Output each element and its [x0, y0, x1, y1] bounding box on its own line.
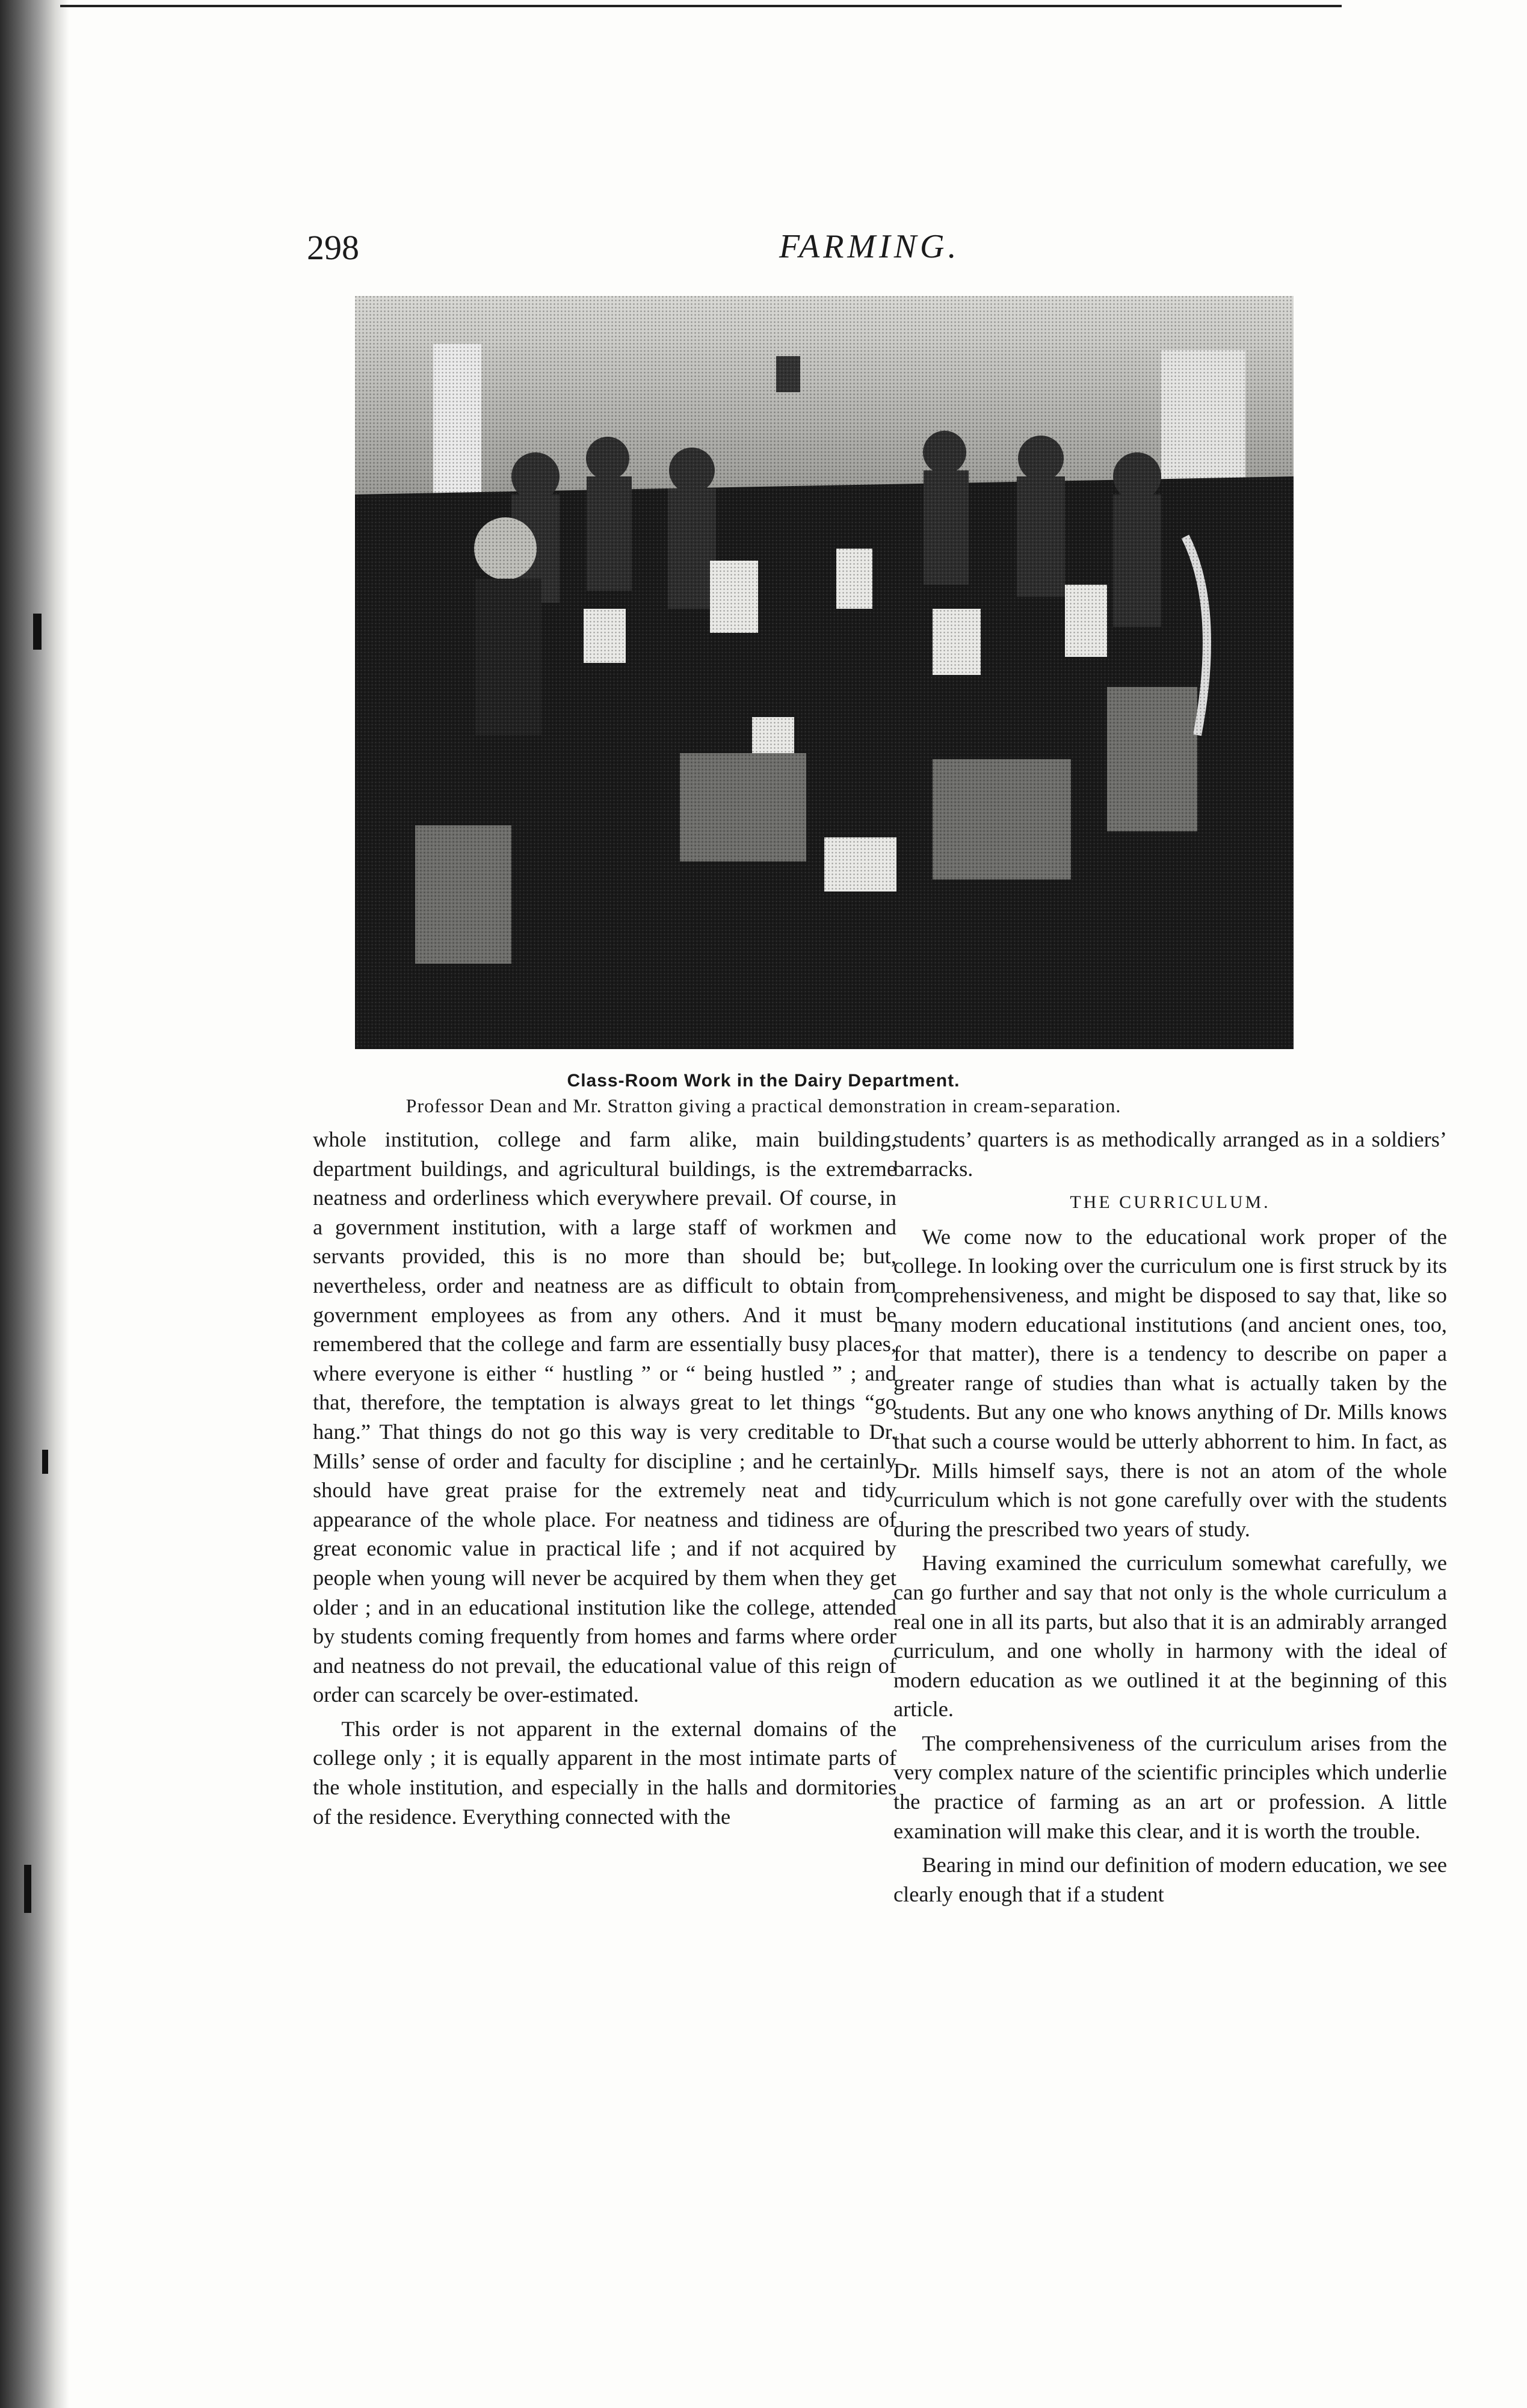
running-head: FARMING. [779, 228, 960, 265]
paragraph: Having examined the curriculum somewhat carefully, we can go further and say that not only is the whole curriculum a real one in all its parts, but also that it is an admirably arranged curriculum, and one wholly in harmony with the ideal of modern education as we outlined it at the beginning of this article. [893, 1551, 1447, 1722]
left-text-column [313, 1125, 896, 1831]
binding-mark [24, 1865, 31, 1913]
right-text-column [893, 1125, 1447, 1909]
paragraph: The comprehensiveness of the curriculum arises from the very complex nature of the scientific principles which underlie the practice of farming as an art or profession. A little examination will make this clear, and it is worth the trouble. [893, 1731, 1447, 1843]
binding-mark [33, 614, 42, 650]
page-number: 298 [307, 228, 359, 267]
page-header [307, 227, 1420, 282]
photo-caption-subtitle: Professor Dean and Mr. Stratton giving a practical demonstration in cream-separation. [406, 1095, 1121, 1116]
paragraph-continuation: students’ quarters is as methodically arranged as in a soldiers’ barracks. [893, 1127, 1447, 1181]
paragraph: This order is not apparent in the external domains of the college only ; it is equally apparent in the most intimate parts of the whole institution, and especially in the halls and dormitories of the residence. Everything connected with the [313, 1716, 896, 1829]
paragraph: Bearing in mind our definition of modern education, we see clearly enough that if a student [893, 1853, 1447, 1906]
paragraph: whole institution, college and farm alike, main building, department buildings, and agricultural buildings, is the extreme neatness and orderliness which everywhere prevail. Of course, in a government institution, with a large staff of workmen and servants provided, this is no more than should be; but, nevertheless, order and neatness are as difficult to obtain from government employees as from any others. And it must be remembered that the college and farm are essentially busy places, where everyone is either “ hustling ” or “ being hustled ” ; and that, therefore, the temptation is always great to let things “go hang.” That things do not go this way is very creditable to Dr. Mills’ sense of order and faculty for discipline ; and he certainly should have great praise for the extremely neat and tidy appearance of the whole place. For neatness and tidiness are of great economic value in practical life ; and if not acquired by people when young will never be acquired by them when they get older ; and in an educational institution like the college, attended by students coming frequently from homes and farms where order and neatness do not prevail, the educational value of this reign of order can scarcely be over-estimated. [313, 1127, 896, 1707]
page-binding-edge [0, 0, 69, 2408]
photo-illustration [355, 296, 1294, 1049]
paragraph: We come now to the educational work proper of the college. In looking over the curriculum one is first struck by its comprehensiveness, and might be disposed to say that, like so many modern educational institutions (and ancient ones, too, for that matter), there is a tendency to describe on paper a greater range of studies than what is actually taken by the students. But any one who knows anything of Dr. Mills knows that such a course would be utterly abhorrent to him. In fact, as Dr. Mills himself says, there is not an atom of the whole curriculum which is not gone carefully over with the students during the prescribed two years of study. [893, 1224, 1447, 1541]
binding-mark [42, 1450, 48, 1474]
section-heading: THE CURRICULUM. [1070, 1192, 1271, 1213]
photo-caption-title: Class-Room Work in the Dairy Department. [567, 1071, 960, 1091]
halftone-photograph [355, 296, 1294, 1049]
top-rule [60, 5, 1342, 7]
